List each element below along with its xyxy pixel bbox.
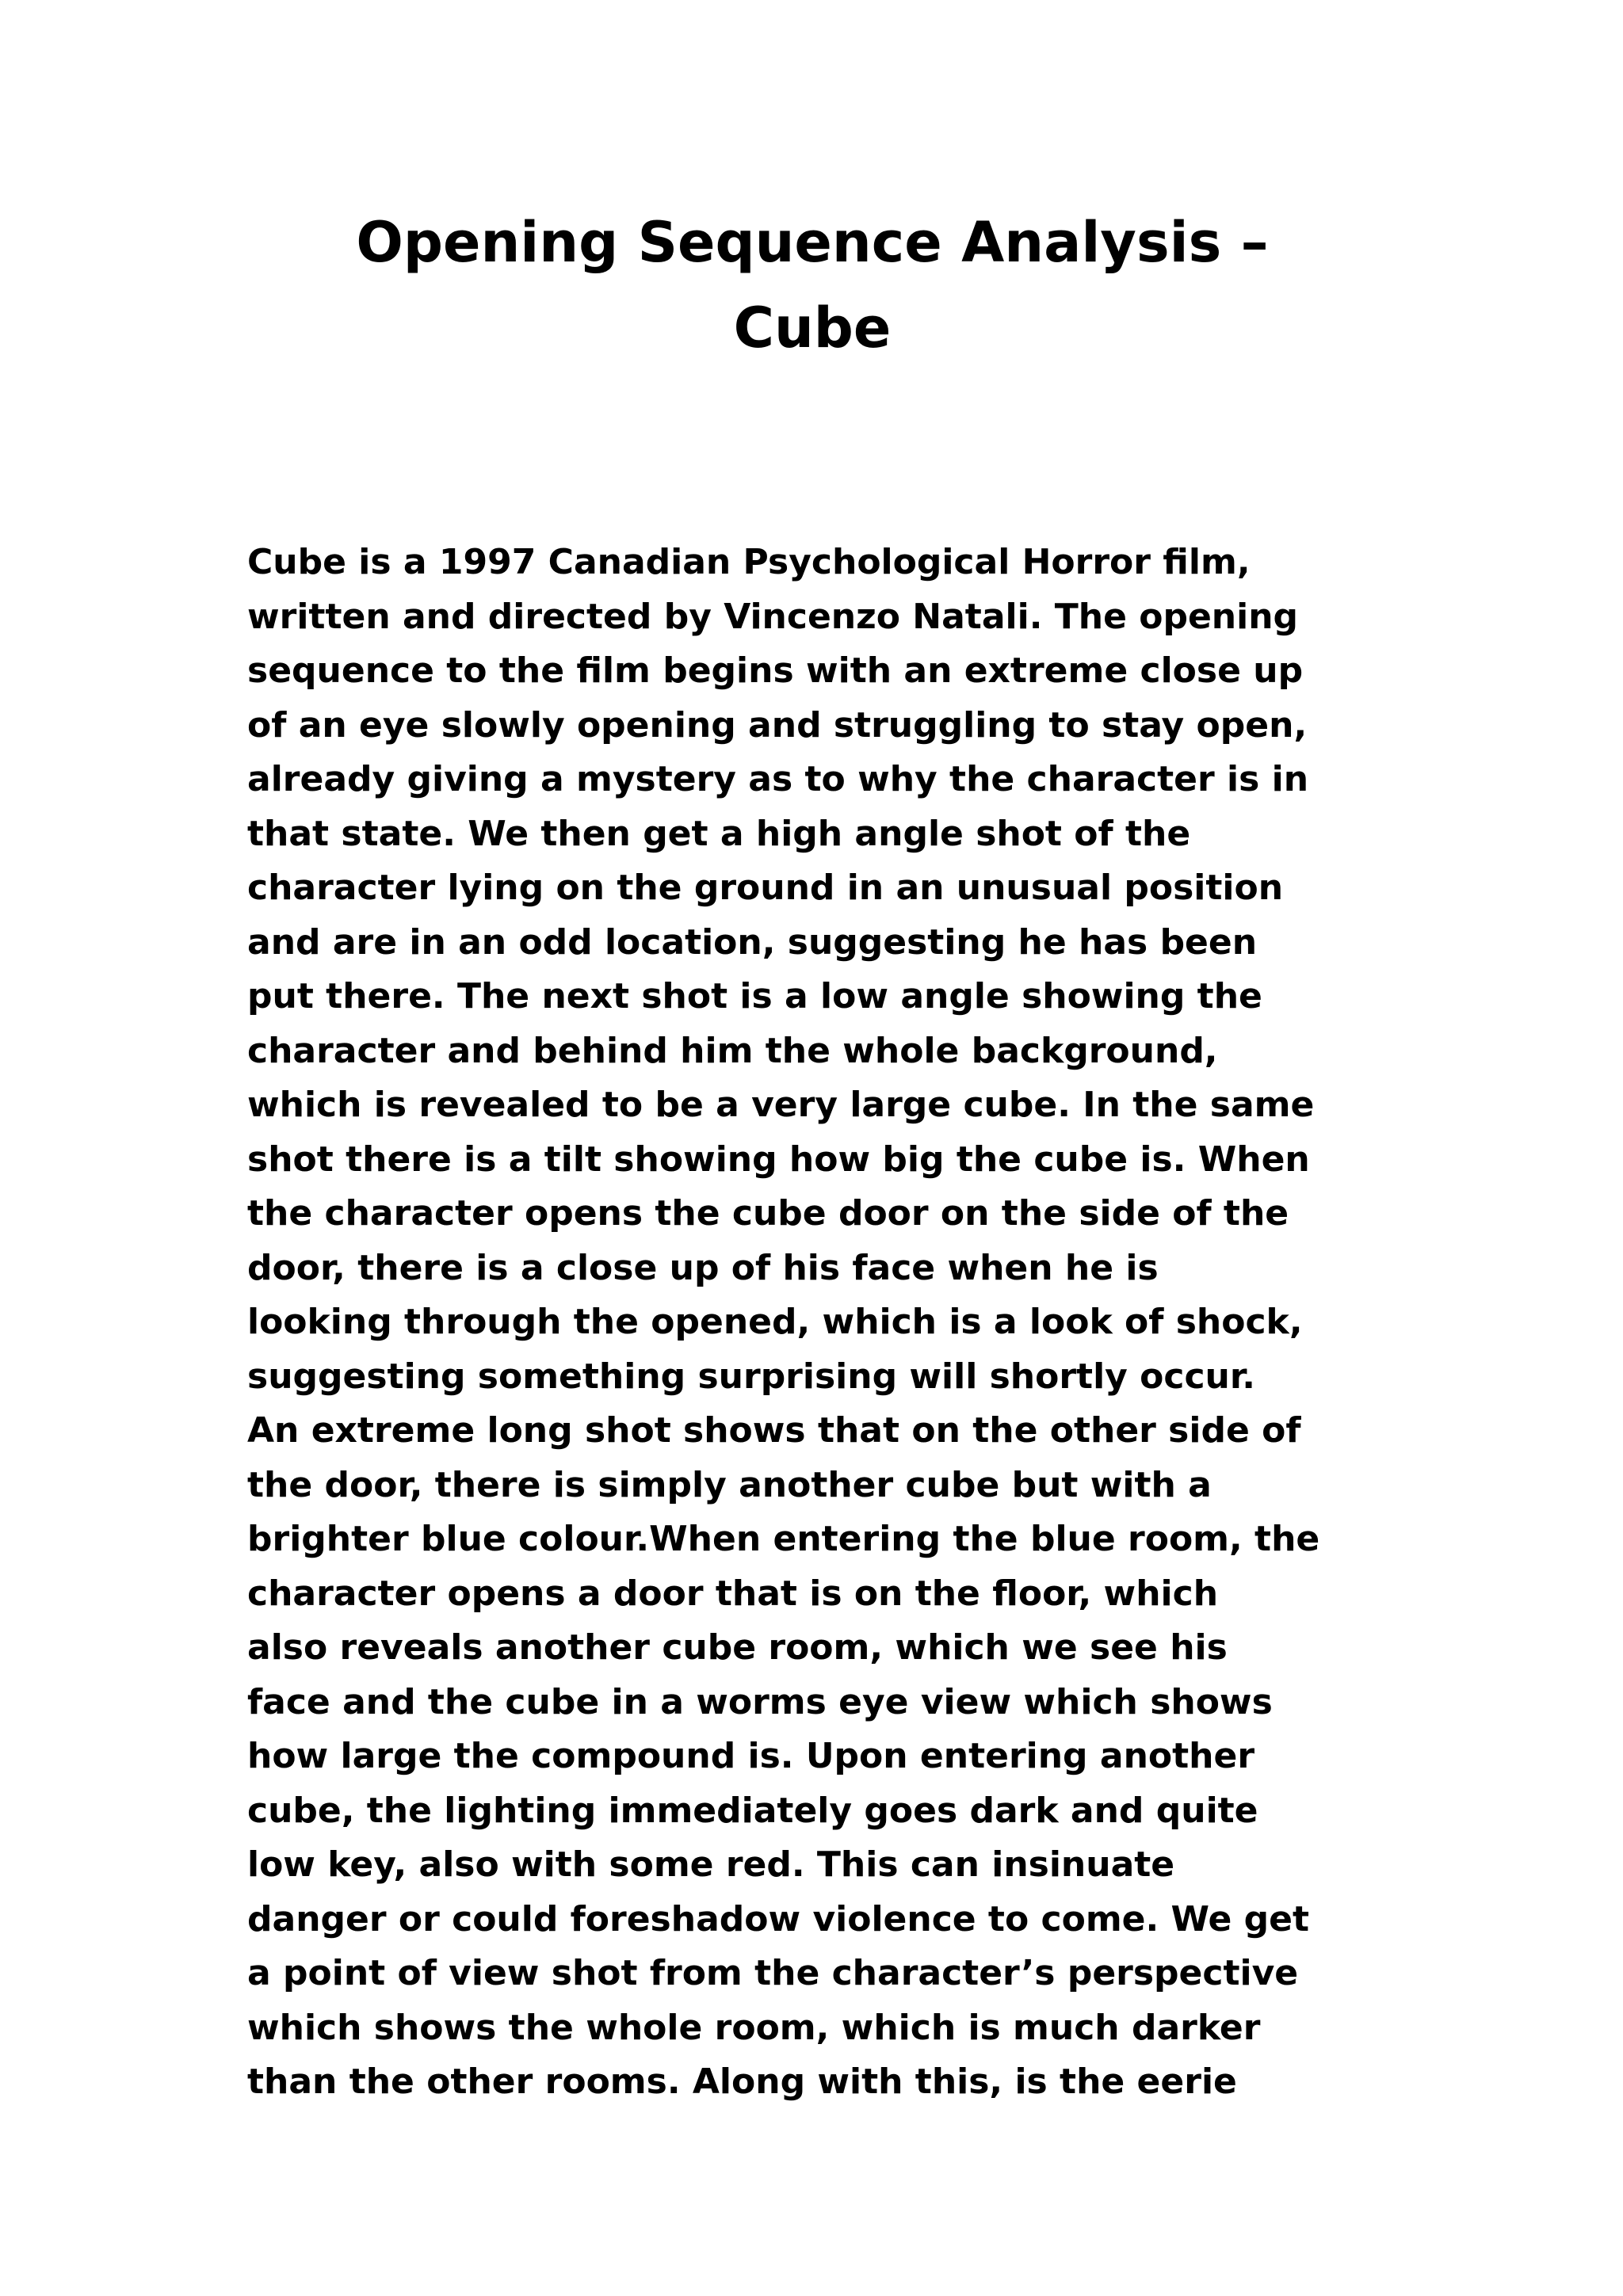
text-line: door, there is a close up of his face when he is bbox=[247, 1247, 1159, 1288]
text-line: An extreme long shot shows that on the other side of bbox=[247, 1410, 1301, 1451]
text-line: which is revealed to be a very large cube. In the same bbox=[247, 1085, 1315, 1125]
text-line: that state. We then get a high angle shot of the bbox=[247, 813, 1191, 854]
title-line: Opening Sequence Analysis – bbox=[356, 210, 1269, 275]
text-line: the character opens the cube door on the side of the bbox=[247, 1193, 1289, 1234]
text-line: how large the compound is. Upon entering another bbox=[247, 1736, 1255, 1776]
text-line: a point of view shot from the character’s perspective bbox=[247, 1953, 1299, 1993]
text-line: character opens a door that is on the floor, which bbox=[247, 1573, 1219, 1614]
text-line: cube, the lighting immediately goes dark and quite bbox=[247, 1790, 1258, 1831]
text-line: shot there is a tilt showing how big the cube is. When bbox=[247, 1138, 1310, 1180]
page-title bbox=[206, 200, 1419, 371]
text-line: and are in an odd location, suggesting he has been bbox=[247, 921, 1258, 963]
title-line: Cube bbox=[733, 296, 892, 360]
text-line: sequence to the film begins with an extreme close up bbox=[247, 650, 1304, 691]
text-line: face and the cube in a worms eye view which shows bbox=[247, 1681, 1273, 1722]
text-line: also reveals another cube room, which we see his bbox=[247, 1627, 1228, 1668]
text-line: danger or could foreshadow violence to come. We get bbox=[247, 1898, 1310, 1939]
text-line: already giving a mystery as to why the character is in bbox=[247, 759, 1309, 799]
text-line: the door, there is simply another cube but with a bbox=[247, 1464, 1212, 1505]
text-line: put there. The next shot is a low angle showing the bbox=[247, 976, 1262, 1016]
text-line: Cube is a 1997 Canadian Psychological Horror film, bbox=[247, 542, 1251, 582]
text-line: suggesting something surprising will shortly occur. bbox=[247, 1356, 1256, 1397]
text-line: character lying on the ground in an unusual position bbox=[247, 868, 1284, 908]
text-line: than the other rooms. Along with this, is the eerie bbox=[247, 2061, 1237, 2102]
text-line: brighter blue colour.When entering the blue room, the bbox=[247, 1519, 1320, 1559]
text-line: which shows the whole room, which is much darker bbox=[247, 2007, 1261, 2048]
text-line: looking through the opened, which is a look of shock, bbox=[247, 1302, 1303, 1342]
text-line: written and directed by Vincenzo Natali. The opening bbox=[247, 596, 1299, 637]
text-line: of an eye slowly opening and struggling to stay open, bbox=[247, 704, 1308, 746]
text-line: low key, also with some red. This can insinuate bbox=[247, 1844, 1175, 1885]
text-line: character and behind him the whole background, bbox=[247, 1030, 1218, 1071]
body-paragraph bbox=[247, 536, 1420, 2110]
